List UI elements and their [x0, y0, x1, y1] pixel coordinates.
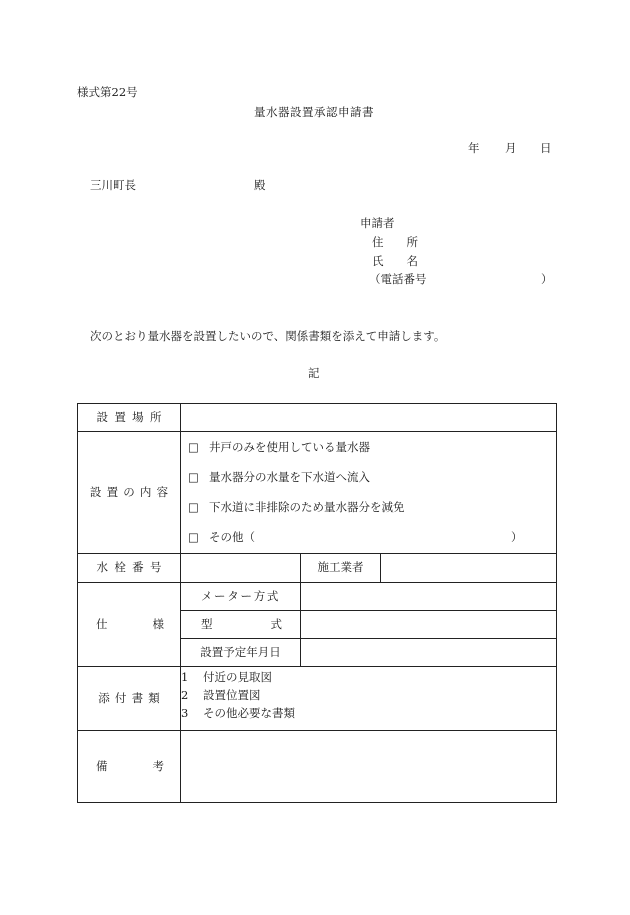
- location-label-cell: [78, 404, 181, 432]
- planned-date-label-cell: [181, 639, 301, 667]
- location-value-cell[interactable]: [181, 404, 557, 432]
- content-option-3-label: 下水道に非排除のため量水器分を減免: [209, 499, 405, 514]
- content-label: 設置の内容: [89, 484, 174, 499]
- model-label-2: 式: [270, 616, 282, 631]
- hydrant-label-cell: [78, 554, 181, 583]
- applicant-address-label: 住 所: [372, 235, 418, 249]
- row-location: [78, 404, 557, 432]
- remarks-label-1: 備: [96, 758, 108, 773]
- attachments-list: [181, 667, 557, 731]
- document-title: 量水器設置承認申請書: [254, 105, 374, 119]
- attachment-number: 2: [181, 687, 189, 702]
- ki-heading: 記: [308, 366, 320, 380]
- attachments-label-cell: [78, 667, 181, 731]
- hydrant-label: 水栓番号: [96, 560, 168, 575]
- attachment-number: 3: [181, 705, 189, 720]
- content-option-1[interactable]: [181, 433, 556, 463]
- addressee-honorific: 殿: [254, 178, 266, 192]
- content-option-2[interactable]: [181, 463, 556, 493]
- form-number: 様式第22号: [77, 85, 138, 99]
- content-option-3[interactable]: [181, 493, 556, 523]
- hydrant-value-cell[interactable]: [181, 554, 301, 583]
- spec-label-2: 様: [152, 616, 164, 631]
- row-remarks: [78, 731, 557, 803]
- applicant-name-label: 氏 名: [372, 254, 418, 268]
- applicant-heading: 申請者: [360, 216, 395, 230]
- remarks-label-2: 考: [152, 758, 164, 773]
- intro-text: 次のとおり量水器を設置したいので、関係書類を添えて申請します。: [90, 329, 446, 343]
- meter-type-label: メーター方式: [200, 588, 281, 603]
- meter-type-value-cell[interactable]: [301, 583, 557, 611]
- attachment-text: その他必要な書類: [203, 705, 295, 720]
- applicant-phone-label: （電話番号: [369, 272, 427, 286]
- row-attachments: [78, 667, 557, 731]
- date-month: 月: [505, 141, 517, 155]
- date-day: 日: [540, 141, 552, 155]
- content-option-4-label: その他（: [209, 529, 255, 544]
- content-option-4[interactable]: [181, 523, 556, 553]
- spec-label-1: 仕: [96, 616, 108, 631]
- location-label: 設置場所: [96, 409, 168, 424]
- remarks-label-cell: [78, 731, 181, 803]
- content-option-1-label: 井戸のみを使用している量水器: [209, 439, 370, 454]
- addressee-name: 三川町長: [90, 178, 136, 192]
- contractor-value-cell[interactable]: [381, 554, 557, 583]
- model-label-1: 型: [201, 616, 213, 631]
- model-label-cell: [181, 611, 301, 639]
- attachments-label: 添付書類: [98, 690, 165, 705]
- model-value-cell[interactable]: [301, 611, 557, 639]
- meter-type-label-cell: [181, 583, 301, 611]
- content-option-2-label: 量水器分の水量を下水道へ流入: [209, 469, 370, 484]
- contractor-label: 施工業者: [317, 560, 364, 575]
- content-other-close: ）: [511, 529, 523, 544]
- content-options-cell: [181, 432, 557, 554]
- row-spec-meter: [78, 583, 557, 611]
- checkbox-icon[interactable]: □: [188, 529, 199, 544]
- contractor-label-cell: [301, 554, 381, 583]
- attachment-text: 設置位置図: [203, 687, 261, 702]
- spec-label-cell: [78, 583, 181, 667]
- checkbox-icon[interactable]: □: [188, 469, 199, 484]
- remarks-value-cell[interactable]: [181, 731, 557, 803]
- date-year: 年: [468, 141, 480, 155]
- attachment-text: 付近の見取図: [203, 669, 272, 684]
- applicant-phone-close: ）: [541, 272, 553, 286]
- attachment-number: 1: [181, 669, 189, 684]
- row-hydrant: [78, 554, 557, 583]
- content-label-cell: [78, 432, 181, 554]
- checkbox-icon[interactable]: □: [188, 499, 199, 514]
- attachment-item: [181, 705, 556, 726]
- row-content: [78, 432, 557, 554]
- checkbox-icon[interactable]: □: [188, 439, 199, 454]
- planned-date-label: 設置予定年月日: [200, 644, 281, 659]
- application-table: [77, 403, 557, 803]
- planned-date-value-cell[interactable]: [301, 639, 557, 667]
